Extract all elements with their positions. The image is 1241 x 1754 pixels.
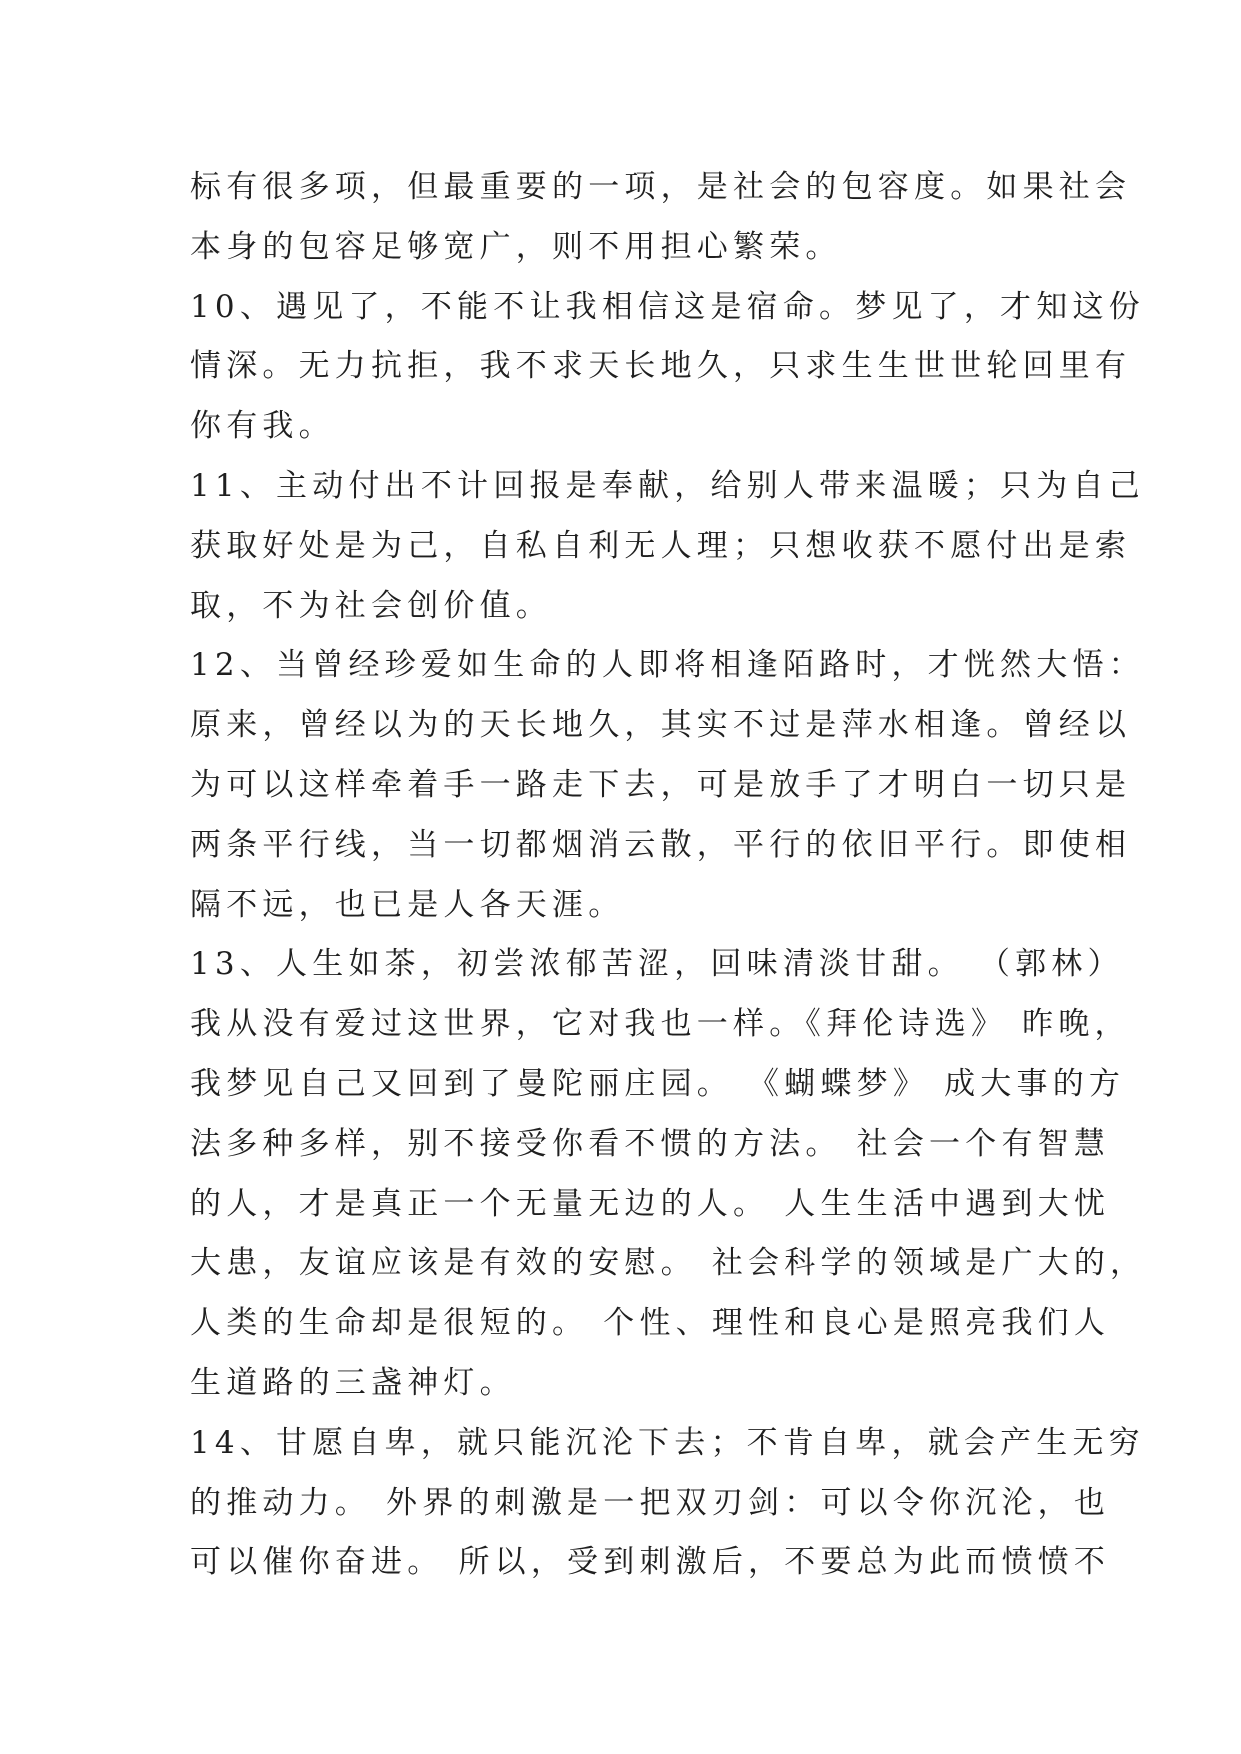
text-line: 生道路的三盏神灯。 xyxy=(190,1364,516,1401)
text-line: 标有很多项，但最重要的一项，是社会的包容度。如果社会 xyxy=(190,169,1132,205)
text-line: 获取好处是为己，自私自利无人理；只想收获不愿付出是索 xyxy=(190,527,1132,564)
text-line: 两条平行线，当一切都烟消云散，平行的依旧平行。即使相 xyxy=(190,826,1132,863)
text-line: 的推动力。 外界的刺激是一把双刃剑：可以令你沉沦，也 xyxy=(190,1484,1111,1521)
text-line: 10、遇见了，不能不让我相信这是宿命。梦见了，才知这份 xyxy=(190,288,1145,325)
text-line: 我从没有爱过这世界，它对我也一样。《拜伦诗选》 昨晚， xyxy=(190,1006,1131,1043)
text-line: 11、主动付出不计回报是奉献，给别人带来温暖；只为自己 xyxy=(190,467,1145,504)
text-line: 法多种多样，别不接受你看不惯的方法。 社会一个有智慧 xyxy=(190,1125,1111,1162)
text-line: 原来，曾经以为的天长地久，其实不过是萍水相逢。曾经以 xyxy=(190,707,1132,744)
text-line: 情深。无力抗拒，我不求天长地久，只求生生世世轮回里有 xyxy=(190,348,1132,385)
text-line: 人类的生命却是很短的。 个性、理性和良心是照亮我们人 xyxy=(190,1305,1111,1342)
text-line: 为可以这样牵着手一路走下去，可是放手了才明白一切只是 xyxy=(190,766,1132,803)
text-line: 我梦见自己又回到了曼陀丽庄园。 《蝴蝶梦》 成大事的方 xyxy=(190,1065,1126,1102)
document-body xyxy=(190,158,1147,1593)
text-line: 隔不远，也已是人各天涯。 xyxy=(190,886,625,923)
text-line: 大患，友谊应该是有效的安慰。 社会科学的领域是广大的， xyxy=(190,1245,1147,1282)
text-line: 可以催你奋进。 所以，受到刺激后，不要总为此而愤愤不 xyxy=(190,1544,1111,1581)
text-line: 你有我。 xyxy=(190,408,335,445)
text-line: 的人，才是真正一个无量无边的人。 人生生活中遇到大忧 xyxy=(190,1185,1111,1222)
text-line: 12、当曾经珍爱如生命的人即将相逢陌路时，才恍然大悟： xyxy=(190,647,1145,684)
text-line: 本身的包容足够宽广，则不用担心繁荣。 xyxy=(190,228,842,265)
text-line: 14、甘愿自卑，就只能沉沦下去；不肯自卑，就会产生无穷 xyxy=(190,1424,1145,1461)
text-line: 13、人生如茶，初尝浓郁苦涩，回味清淡甘甜。 （郭林） xyxy=(190,946,1124,983)
text-line: 取，不为社会创价值。 xyxy=(190,587,552,624)
